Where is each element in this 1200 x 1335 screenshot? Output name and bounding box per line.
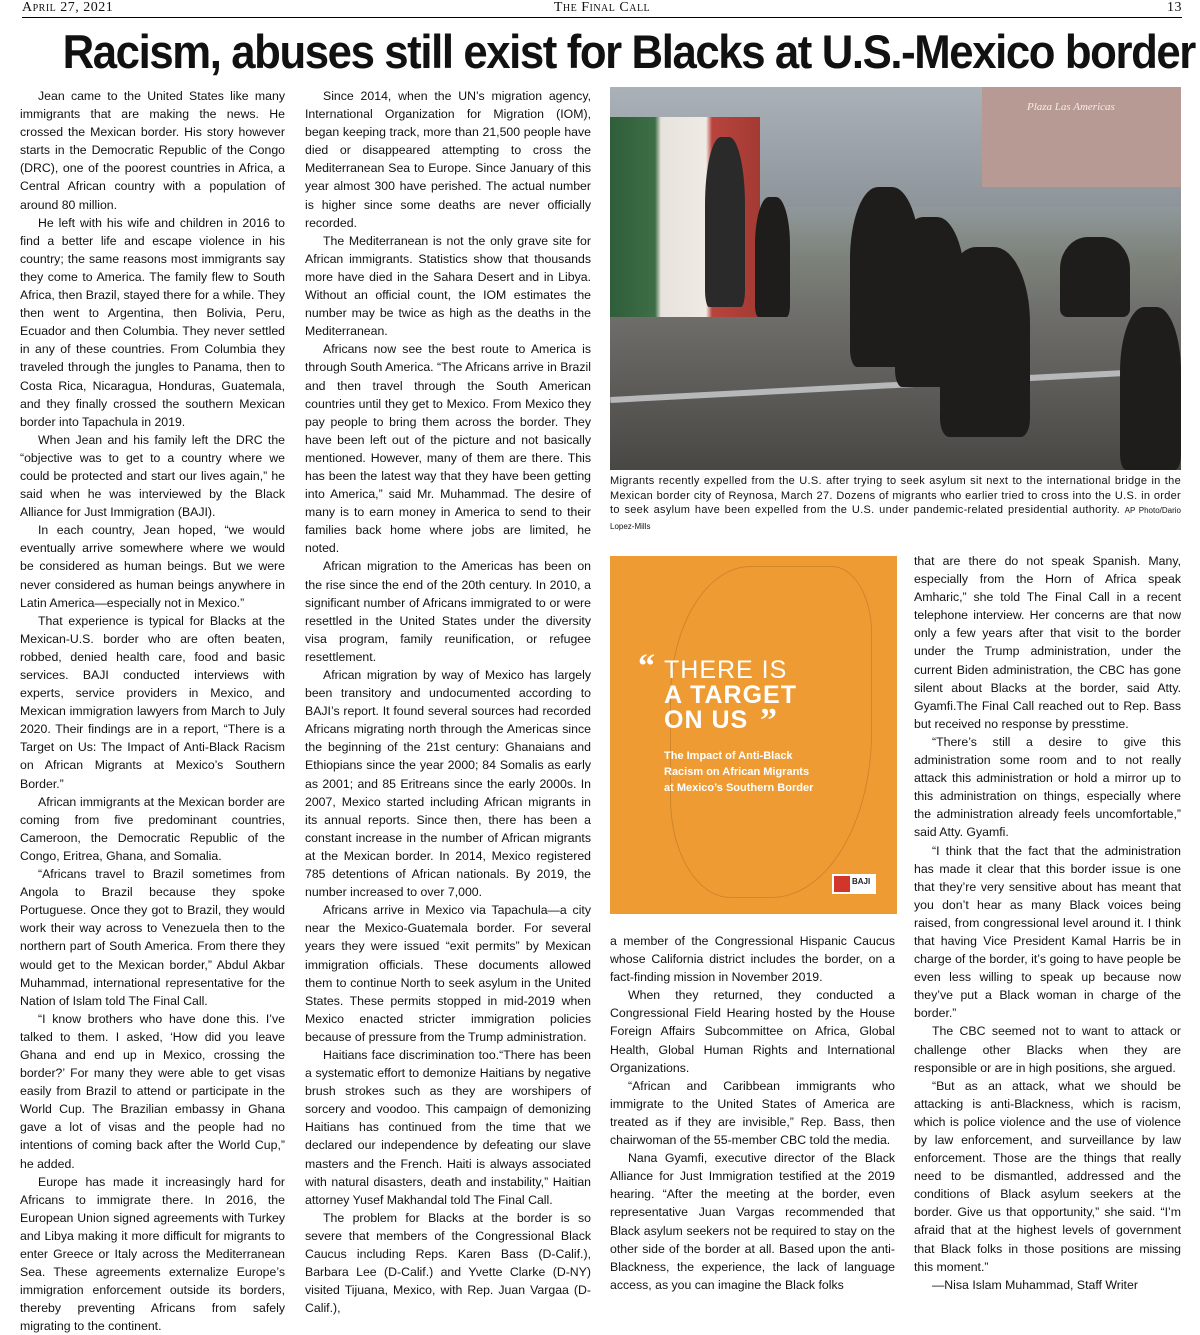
paragraph: When Jean and his family left the DRC the “objective was to get to a country where we could be protected and start our lives again,” he said when he was interviewed by the Black Alliance for Just Immigration (BAJI).: [20, 432, 285, 520]
caption-text: Migrants recently expelled from the U.S. after trying to seek asylum sit next to the international bridge in the Mexican border city of Reynosa, March 27. Dozens of migrants who earlier tried to cross into the U.S. in order to seek asylum have been expelled from the U.S. under pandemic-related presidential authority.: [610, 475, 1181, 516]
paragraph: African migration to the Americas has been on the rise since the end of the 20th century. In 2010, a significant number of Africans immigrated to or were resettled in the United States under the diversity visa program, family reunification, or refugee resettlement.: [305, 559, 591, 664]
report-cover-image: [610, 556, 897, 914]
paragraph: that are there do not speak Spanish. Many, especially from the Horn of Africa speak Amharic,” she told The Final Call in a recent telephone interview. Her concerns are that now only a few years after that visit to the border under the Trump administration, under the current Biden administration, the CBC has gone silent about Blacks at the border, said Atty. Gyamfi.The Final Call reached out to Rep. Bass but received no response by presstime.: [914, 554, 1181, 731]
publication-name: The Final Call: [553, 0, 651, 15]
plaza-building: [982, 87, 1181, 187]
seated-migrant: [1120, 307, 1181, 470]
baji-logo: [832, 874, 876, 894]
paragraph: The problem for Blacks at the border is so severe that members of the Congressional Black Caucus including Reps. Karen Bass (D-Calif.), Barbara Lee (D-Calif.) and Yvette Clarke (D-NY) visited Tijuana, Mexico, with Rep. Juan Vargaa (D-Calif.),: [305, 1210, 591, 1316]
page-number: 13: [1167, 0, 1182, 15]
seated-migrant: [1060, 237, 1130, 317]
paragraph: a member of the Congressional Hispanic Caucus whose California district includes the border, on a fact-finding mission in November 2019.: [610, 934, 895, 985]
paragraph: “African and Caribbean immigrants who immigrate to the United States of America are treated as if they are invisible,” Rep. Bass, then chairwoman of the 55-member CBC told the media.: [610, 1078, 895, 1148]
header-rule: [22, 17, 1182, 18]
paragraph: He left with his wife and children in 2016 to find a better life and escape violence in his country; the same reasons most immigrants say they come to America. The family flew to South Africa, then Brazil, stayed there for a while. They then went to Argentina, then Bolivia, Peru, Ecuador and then Columbia. They never settled in any of these countries. From Columbia they traveled through the jungles to Panama, then to Costa Rica, Nicaragua, Honduras, Guatemala, and they finally crossed the southern Mexican border into Tapachula in 2019.: [20, 215, 285, 429]
photo-caption: [610, 474, 1181, 534]
report-subtitle-line-2: Racism on African Migrants: [664, 766, 810, 778]
article-column-3: [610, 932, 895, 1297]
paragraph: In each country, Jean hoped, “we would eventually arrive somewhere where we would be considered as human beings. But we were never considered as human beings anywhere in Latin America—especially not in Mexico.”: [20, 523, 285, 610]
paragraph: When they returned, they conducted a Congressional Field Hearing hosted by the House Foreign Affairs Subcommittee on Africa, Global Health, Global Human Rights and International Organizations.: [610, 988, 895, 1075]
paragraph: Since 2014, when the UN’s migration agency, International Organization for Migration (IOM), began keeping track, more than 21,500 people have died or disappeared attempting to cross the Mediterranean Sea to Europe. Since January of this year almost 300 have perished. The actual number is higher since some deaths are never officially recorded.: [305, 89, 591, 230]
paragraph: The CBC seemed not to want to attack or challenge other Blacks when they are responsible or are in high positions, she argued.: [914, 1024, 1181, 1075]
paragraph: “I think that the fact that the administration has made it clear that this border issue is one that they’re very sensitive about has meant that you don’t hear as many Black voices being raised, from congressional level around it. I think that having Vice President Kamal Harris be in charge of the border, it’s going to have people be even less willing to speak up because now they’ve put a Black woman in charge of the border.”: [914, 843, 1181, 1021]
quote-mark-close: ”: [760, 702, 777, 739]
paragraph: “I know brothers who have done this. I’ve talked to them. I asked, ‘How did you leave Ghana and end up in Mexico, crossing the border?’ For many they were able to get visas easily from Brazil to attend or participate in the World Cup. The Brazilian embassy in Ghana gave a lot of visas and the people had no intentions of coming back after the World Cup,” he added.: [20, 1011, 285, 1171]
seated-migrant: [755, 197, 790, 317]
paragraph: “But as an attack, what we should be attacking is anti-Blackness, which is racism, which is police violence and the use of violence by law enforcement, and surveillance by law enforcement. Those are the things that really need to be dismantled, addressed and the conditions of Black asylum seekers at the border. Give us that opportunity,” she said. “I’m afraid that at the highest levels of government that Black folks in those positions are missing this moment.”: [914, 1078, 1181, 1274]
report-title-line-3: ON US: [664, 706, 749, 734]
byline: —Nisa Islam Muhammad, Staff Writer: [932, 1277, 1138, 1292]
paragraph: “Africans travel to Brazil sometimes from Angola to Brazil because they spoke Portuguese. Once they got to Brazil, they would work their way across to Venezuela then to the northern part of South America. From there they would get to the Mexican border,” Abdul Akbar Muhammad, international representative for the Nation of Islam told The Final Call.: [20, 867, 285, 1008]
article-column-2: [305, 87, 591, 1316]
paragraph: The Mediterranean is not the only grave site for African immigrants. Statistics show that thousands more have died in the Sahara Desert and in Libya. Without an official count, the IOM estimates the number may be twice as high as the deaths in the Mediterranean.: [305, 233, 591, 339]
article-headline: Racism, abuses still exist for Blacks at U.S.-Mexico border: [62, 25, 1195, 78]
migrants-photo: [610, 87, 1181, 470]
paragraph: Haitians face discrimination too.“There has been a systematic effort to demonize Haitians by negative brush strokes such as they are worshipers of sorcery and voodoo. This campaign of demonizing Haitians has continued from the time that we declared our independence by defeating our slave masters and the French. Haiti is always associated with natural disasters, death and instability,” Haitian attorney Yusef Makhandal told The Final Call.: [305, 1047, 591, 1207]
baji-logo-text: BAJI: [852, 877, 871, 886]
paragraph: That experience is typical for Blacks at the Mexican-U.S. border who are often beaten, robbed, denied health care, food and basic services. BAJI conducted interviews with experts, service providers in Mexico, and Mexican immigration lawyers from March to July 2020. Their findings are in a report, “There is a Target on Us: The Impact of Anti-Black Racism on African Migrants at Mexico’s Southern Border.”: [20, 613, 285, 791]
quote-mark-open: “: [638, 648, 655, 685]
report-subtitle-line-1: The Impact of Anti-Black: [664, 750, 793, 762]
issue-date: April 27, 2021: [22, 0, 114, 15]
article-column-1: [20, 87, 285, 1334]
report-title-line-1: THERE IS: [664, 656, 788, 684]
standing-man: [705, 137, 745, 307]
paragraph: Nana Gyamfi, executive director of the Black Alliance for Just Immigration testified at the 2019 hearing. “After the meeting at the border, even representative Juan Vargas recommended that Black asylum seekers not be required to stay on the other side of the border at all. Based upon the anti-Blackness, the experience, the lack of language access, as you can imagine the Black folks: [610, 1151, 895, 1292]
paragraph: “There’s still a desire to give this administration some room and to not really attack this administration or hold a mirror up to this administration on things, especially where the administration already feels uncomfortable,” said Atty. Gyamfi.: [914, 734, 1181, 840]
article-column-4: [914, 552, 1181, 1297]
page-header: [22, 0, 1182, 16]
paragraph: Jean came to the United States like many immigrants that are making the news. He crossed the Mexican border. His story however starts in the Democratic Republic of the Congo (DRC), one of the poorest countries in Africa, a Central African country with a population of around 80 million.: [20, 89, 285, 212]
report-subtitle-line-3: at Mexico’s Southern Border: [664, 782, 814, 794]
baji-logo-mark: [834, 876, 850, 892]
paragraph: African migration by way of Mexico has largely been transitory and undocumented according to BAJI’s report. It found several sources had recorded Africans migrating north through the Americas since the beginning of the 21st century: Ghanaians and Ethiopians since the year 2000; 84 Somalis as early as 2001; and 85 Eritreans since the early 2000s. In 2007, Mexico started including African migrants in its annual reports. Since then, there has been a constant increase in the number of African migrants at the Mexican border. In 2014, Mexico registered 785 detentions of African nationals. By 2019, the number increased to over 7,000.: [305, 668, 591, 900]
paragraph: African immigrants at the Mexican border are coming from five predominant countries, Cameroon, the Democratic Republic of the Congo, Eritrea, Ghana, and Somalia.: [20, 794, 285, 863]
paragraph: Africans arrive in Mexico via Tapachula—a city near the Mexico-Guatemala border. For several years they were issued “exit permits” by Mexican immigration officials. These documents allowed them to continue North to seek asylum in the United States. These permits stopped in mid-2019 when Mexico enacted stricter immigration policies because of pressure from the Trump administration.: [305, 903, 591, 1044]
seated-migrant: [940, 247, 1030, 437]
paragraph: Europe has made it increasingly hard for Africans to immigrate there. In 2016, the European Union signed agreements with Turkey and Libya making it more difficult for migrants to enter Greece or Italy across the Mediterranean Sea. These agreements externalize Europe’s immigration enforcement outside its borders, thereby preventing Africans from safely migrating to the continent.: [20, 1174, 285, 1334]
report-title-line-2: A TARGET: [664, 681, 797, 709]
photo-credit: AP Photo/Dario Lopez-Mills: [610, 506, 1182, 531]
paragraph: Africans now see the best route to America is through South America. “The Africans arrive in Brazil and then travel through the South American countries until they get to Mexico. From Mexico they pay people to bring them across the border. They have been left out of the picture and not basically mentioned. However, many of them are there. This has been the latest way that they have been getting into America,” said Mr. Muhammad. The desire of many is to earn money in America to send to their families back home where jobs are limited, he noted.: [305, 342, 591, 556]
plaza-sign: Plaza Las Americas: [1027, 101, 1115, 113]
